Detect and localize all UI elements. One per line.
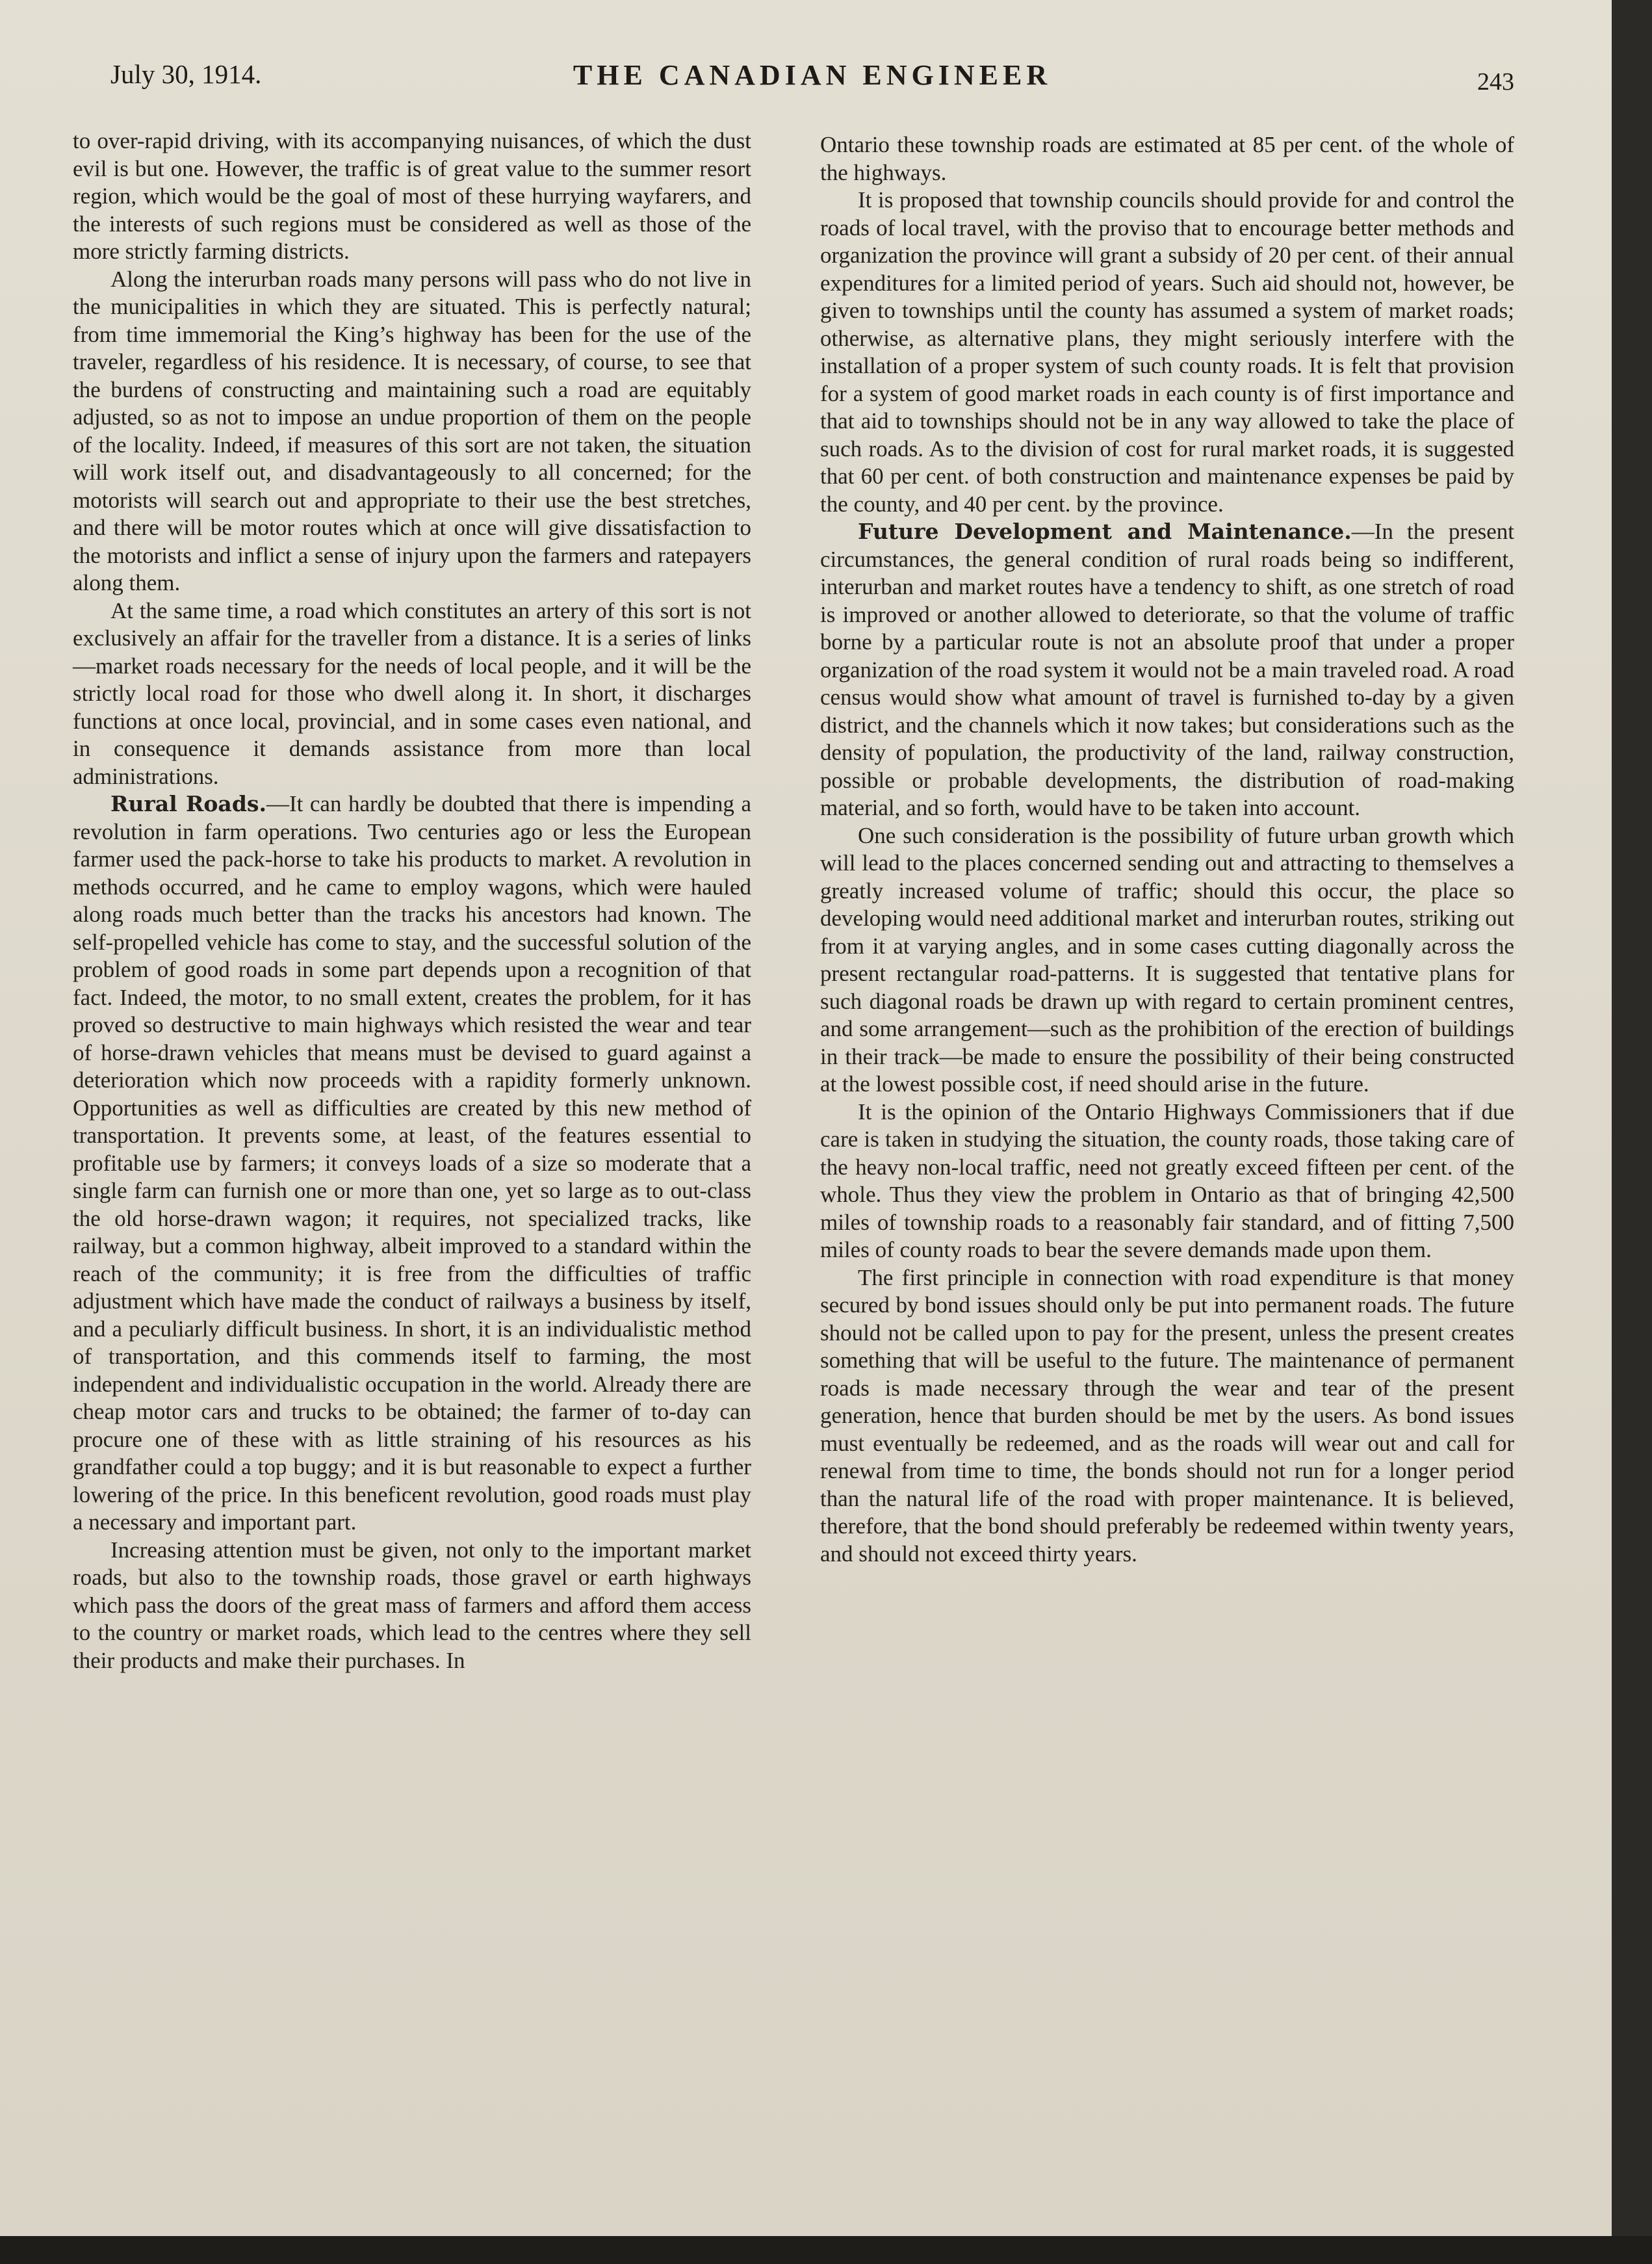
issue-date: July 30, 1914. <box>110 59 262 89</box>
paragraph: Ontario these township roads are estimated at 85 per cent. of the whole of the highways. <box>820 132 1514 185</box>
paragraph: Increasing attention must be given, not only to the important market roads, but also to the township roads, those gravel or earth highways which pass the doors of the great mass of farmers and afford them access to the country or market roads, which lead to the centres where they sell their products and make their purchases. In <box>73 1537 751 1673</box>
journal-title: THE CANADIAN ENGINEER <box>573 59 1052 91</box>
paragraph-text: —It can hardly be doubted that there is impending a revolution in farm operations. Two centuries ago or less the European farmer used the pack-horse to take his products to market. A revolution in methods occurred, and he came to employ wagons, which were hauled along roads much better than the tracks his ancestors had known. The self-propelled vehicle has come to stay, and the successful solution of the problem of good roads in some part depends upon a recognition of that fact. Indeed, the motor, to no small extent, creates the problem, for it has proved so destructive to main highways which resisted the wear and tear of horse-drawn vehicles that means must be devised to guard against a deterioration which now proceeds with a rapidity formerly unknown. Opportunities as well as difficulties are created by this new method of transportation. It prevents some, at least, of the features essential to profitable use by farmers; it conveys loads of a size so moderate that a single farm can furnish one or more than one, yet so large as to out-class the old horse-drawn wagon; it requires, not specialized tracks, like railway, but a common highway, albeit improved to a standard within the reach of the community; it is free from the difficulties of traffic adjustment which have made the conduct of railways a business by itself, and a peculiarly difficult business. In short, it is an individualistic method of transportation, and this commends itself to farming, the most independent and individualistic occupation in the world. Already there are cheap motor cars and trucks to be obtained; the farmer of to-day can procure one of these with as little straining of his resources as his grandfather could a top buggy; and it is but reasonable to expect a further lowering of the price. In this beneficent revolution, good roads must play a necessary and important part. <box>73 791 751 1535</box>
paragraph: At the same time, a road which constitutes an artery of this sort is not exclusively an affair for the traveller from a distance. It is a series of links—market roads necessary for the needs of local people, and it will be the strictly local road for those who dwell along it. In short, it discharges functions at once local, provincial, and in some cases even national, and in consequence it demands assistance from more than local administrations. <box>73 597 751 789</box>
paragraph <box>820 518 1514 822</box>
section-heading-future-development: Future Development and Maintenance. <box>858 519 1352 544</box>
paragraph: It is proposed that township councils should provide for and control the roads of local travel, with the proviso that to encourage better methods and organization the province will grant a subsidy of 20 per cent. of their annual expenditures for a limited period of years. Such aid should not, however, be given to townships until the county has assumed a system of market roads; otherwise, as alternative plans, they might seriously interfere with the installation of a proper system of such county roads. It is felt that provision for a system of good market roads in each county is of first importance and that aid to townships should not be in any way allowed to take the place of such roads. As to the division of cost for rural market roads, it is suggested that 60 per cent. of both construction and maintenance expenses be paid by the county, and 40 per cent. by the province. <box>820 187 1514 517</box>
section-heading-rural-roads: Rural Roads. <box>110 791 266 816</box>
left-column <box>73 127 751 1674</box>
paragraph: Along the interurban roads many persons will pass who do not live in the municipalities in which they are situated. This is perfectly natural; from time immemorial the King’s highway has been for the use of the traveler, regardless of his residence. It is necessary, of course, to see that the burdens of constructing and maintaining such a road are equitably adjusted, so as not to impose an undue proportion of them on the people of the locality. Indeed, if measures of this sort are not taken, the situation will work itself out, and disadvantageously to all concerned; for the motorists will search out and appropriate to their use the best stretches, and there will be motor routes which at once will give dissatisfaction to the motorists and inflict a sense of injury upon the farmers and ratepayers along them. <box>73 266 751 595</box>
paragraph: The first principle in connection with road expenditure is that money secured by bond issues should only be put into permanent roads. The future should not be called upon to pay for the present, unless the present creates something that will be useful to the future. The maintenance of permanent roads is made necessary through the wear and tear of the present generation, hence that burden should be met by the users. As bond issues must eventually be redeemed, and as the roads will wear out and call for renewal from time to time, the bonds should not run for a longer period than the natural life of the road with proper maintenance. It is believed, therefore, that the bond should preferably be redeemed within twenty years, and should not exceed thirty years. <box>820 1264 1514 1567</box>
paragraph <box>73 790 751 1537</box>
paragraph: One such consideration is the possibility of future urban growth which will lead to the places concerned sending out and attracting to themselves a greatly increased volume of traffic; should this occur, the place so developing would need additional market and interurban routes, striking out from it at varying angles, and in some cases cutting diagonally across the present rectangular road-patterns. It is suggested that tentative plans for such diagonal roads be drawn up with regard to certain prominent centres, and some arrangement—such as the prohibition of the erection of buildings in their track—be made to ensure the possibility of their being constructed at the lowest possible cost, if need should arise in the future. <box>820 822 1514 1097</box>
page-header <box>110 59 1514 111</box>
scan-bottom-edge <box>0 2236 1652 2264</box>
paragraph: It is the opinion of the Ontario Highways Commissioners that if due care is taken in studying the situation, the county roads, those taking care of the heavy non-local traffic, need not greatly exceed fifteen per cent. of the whole. Thus they view the problem in Ontario as that of bringing 42,500 miles of township roads to a reasonably fair standard, and of fitting 7,500 miles of county roads to bear the severe demands made upon them. <box>820 1099 1514 1262</box>
right-column <box>820 131 1514 1568</box>
paragraph: to over-rapid driving, with its accompanying nuisances, of which the dust evil is but one. However, the traffic is of great value to the summer resort region, which would be the goal of most of these hurrying wayfarers, and the interests of such regions must be considered as well as those of the more strictly farming districts. <box>73 128 751 264</box>
paragraph-text: —In the present circumstances, the general condition of rural roads being so indifferent, interurban and market routes have a tendency to shift, as one stretch of road is improved or another allowed to deteriorate, so that the volume of traffic borne by a particular route is not an absolute proof that under a proper organization of the road system it would not be a main traveled road. A road census would show what amount of travel is furnished to-day by a given district, and the channels which it now takes; but considerations such as the density of population, the productivity of the land, railway construction, possible or probable developments, the distribution of road-making material, and so forth, would have to be taken into account. <box>820 519 1514 820</box>
page-number: 243 <box>1477 68 1514 96</box>
